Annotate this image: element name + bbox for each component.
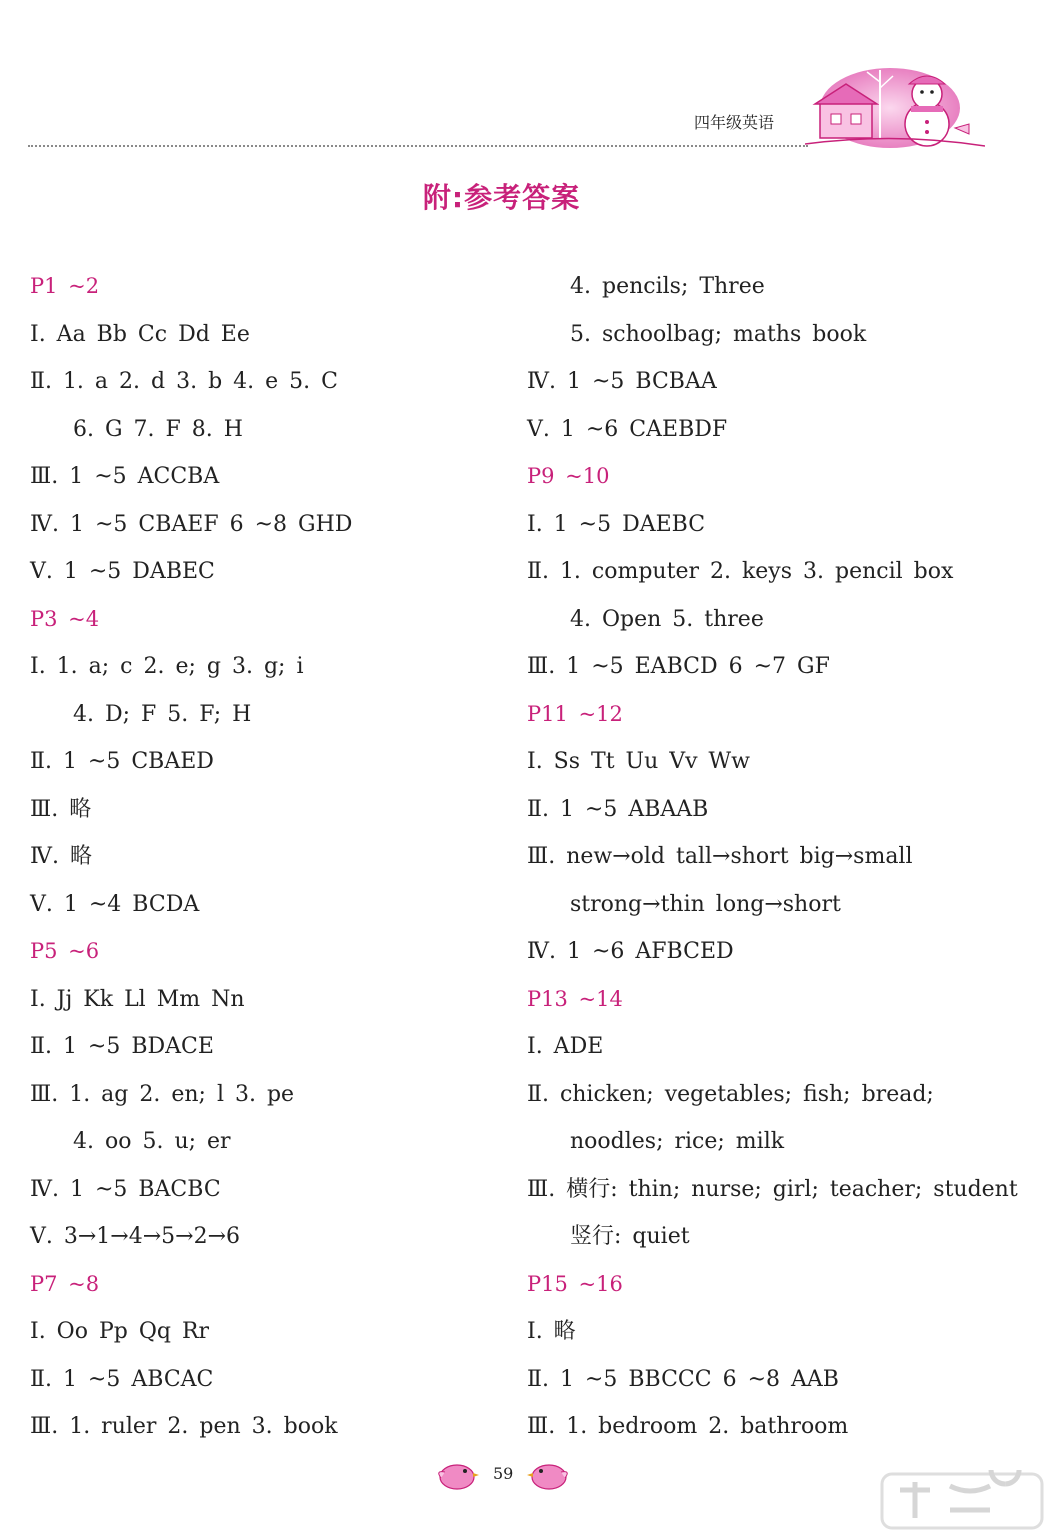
answer-line: Ⅰ. 1 ~5 DAEBC xyxy=(527,511,706,537)
answer-line: Ⅰ. 略 xyxy=(527,1319,576,1344)
section-heading: P1 ~2 xyxy=(30,274,100,298)
answer-line: Ⅲ. 1. bedroom 2. bathroom xyxy=(527,1414,849,1439)
answer-line: Ⅳ. 1 ~6 AFBCED xyxy=(527,939,734,964)
bird-icon xyxy=(527,1456,573,1492)
page-number: 59 xyxy=(493,1464,514,1483)
section-heading: P15 ~16 xyxy=(527,1271,623,1296)
answer-line: Ⅱ. chicken; vegetables; fish; bread; xyxy=(527,1081,934,1107)
grade-label: 四年级英语 xyxy=(694,113,775,132)
answer-line-continued: 5. schoolbag; maths book xyxy=(570,321,867,347)
answer-line: Ⅲ. 横行: thin; nurse; girl; teacher; student xyxy=(527,1176,1018,1202)
section-heading: P9 ~10 xyxy=(527,464,610,488)
page-title: 附:参考答案 xyxy=(422,181,581,214)
section-heading: P13 ~14 xyxy=(527,986,623,1011)
answer-line-continued: strong→thin long→short xyxy=(570,891,841,917)
watermark-logo xyxy=(880,1470,1045,1532)
section-heading: P3 ~4 xyxy=(30,606,100,631)
answer-line: Ⅰ. Ss Tt Uu Vv Ww xyxy=(527,749,750,774)
answer-line: Ⅱ. 1 ~5 ABCAC xyxy=(30,1366,214,1392)
answer-line: Ⅲ. 1 ~5 EABCD 6 ~7 GF xyxy=(527,654,830,679)
header-divider xyxy=(28,145,808,147)
answer-line: Ⅱ. 1 ~5 CBAED xyxy=(30,749,214,774)
answer-line: Ⅱ. 1. a 2. d 3. b 4. e 5. C xyxy=(30,369,338,394)
answer-line: Ⅴ. 1 ~6 CAEBDF xyxy=(527,416,728,442)
answer-line: Ⅳ. 1 ~5 BACBC xyxy=(30,1176,221,1202)
answer-line: Ⅲ. 1 ~5 ACCBA xyxy=(30,464,220,489)
section-heading: P7 ~8 xyxy=(30,1271,100,1296)
answer-line: Ⅴ. 3→1→4→5→2→6 xyxy=(30,1224,241,1249)
answer-line: Ⅰ. Aa Bb Cc Dd Ee xyxy=(30,321,250,347)
answer-line: Ⅱ. 1 ~5 BDACE xyxy=(30,1034,214,1059)
answer-line: Ⅰ. 1. a; c 2. e; g 3. g; i xyxy=(30,654,304,679)
answer-line: Ⅳ. 1 ~5 CBAEF 6 ~8 GHD xyxy=(30,511,353,537)
left-answer-column xyxy=(30,263,500,1451)
bird-icon xyxy=(433,1456,479,1492)
answer-line: Ⅱ. 1. computer 2. keys 3. pencil box xyxy=(527,559,954,584)
snowman-house-decoration xyxy=(805,62,985,154)
answer-line: Ⅲ. 1. ag 2. en; l 3. pe xyxy=(30,1081,295,1107)
answer-line: Ⅰ. Oo Pp Qq Rr xyxy=(30,1319,210,1344)
answer-line-continued: 4. Open 5. three xyxy=(570,606,764,632)
answer-line: Ⅰ. ADE xyxy=(527,1034,604,1059)
answer-line-continued: 4. oo 5. u; er xyxy=(73,1129,231,1154)
answer-line: Ⅰ. Jj Kk Ll Mm Nn xyxy=(30,986,245,1012)
page-footer xyxy=(0,1452,1003,1502)
answer-line: Ⅲ. 1. ruler 2. pen 3. book xyxy=(30,1414,338,1439)
answer-line: Ⅱ. 1 ~5 ABAAB xyxy=(527,796,709,822)
section-heading: P11 ~12 xyxy=(527,701,623,726)
answer-line-continued: noodles; rice; milk xyxy=(570,1129,785,1154)
section-heading: P5 ~6 xyxy=(30,939,100,963)
answer-line: Ⅳ. 略 xyxy=(30,844,92,869)
answer-line-continued: 6. G 7. F 8. H xyxy=(73,416,243,442)
answer-line: Ⅱ. 1 ~5 BBCCC 6 ~8 AAB xyxy=(527,1366,839,1392)
answer-line: Ⅴ. 1 ~5 DABEC xyxy=(30,559,215,584)
answer-line-continued: 竖行: quiet xyxy=(570,1224,690,1249)
right-answer-column xyxy=(527,263,1018,1451)
answer-line-continued: 4. pencils; Three xyxy=(570,274,765,299)
answer-line: Ⅴ. 1 ~4 BCDA xyxy=(30,891,200,917)
answer-line: Ⅲ. 略 xyxy=(30,796,92,822)
answer-line: Ⅳ. 1 ~5 BCBAA xyxy=(527,369,717,394)
answer-line-continued: 4. D; F 5. F; H xyxy=(73,701,252,727)
answer-line: Ⅲ. new→old tall→short big→small xyxy=(527,844,913,869)
